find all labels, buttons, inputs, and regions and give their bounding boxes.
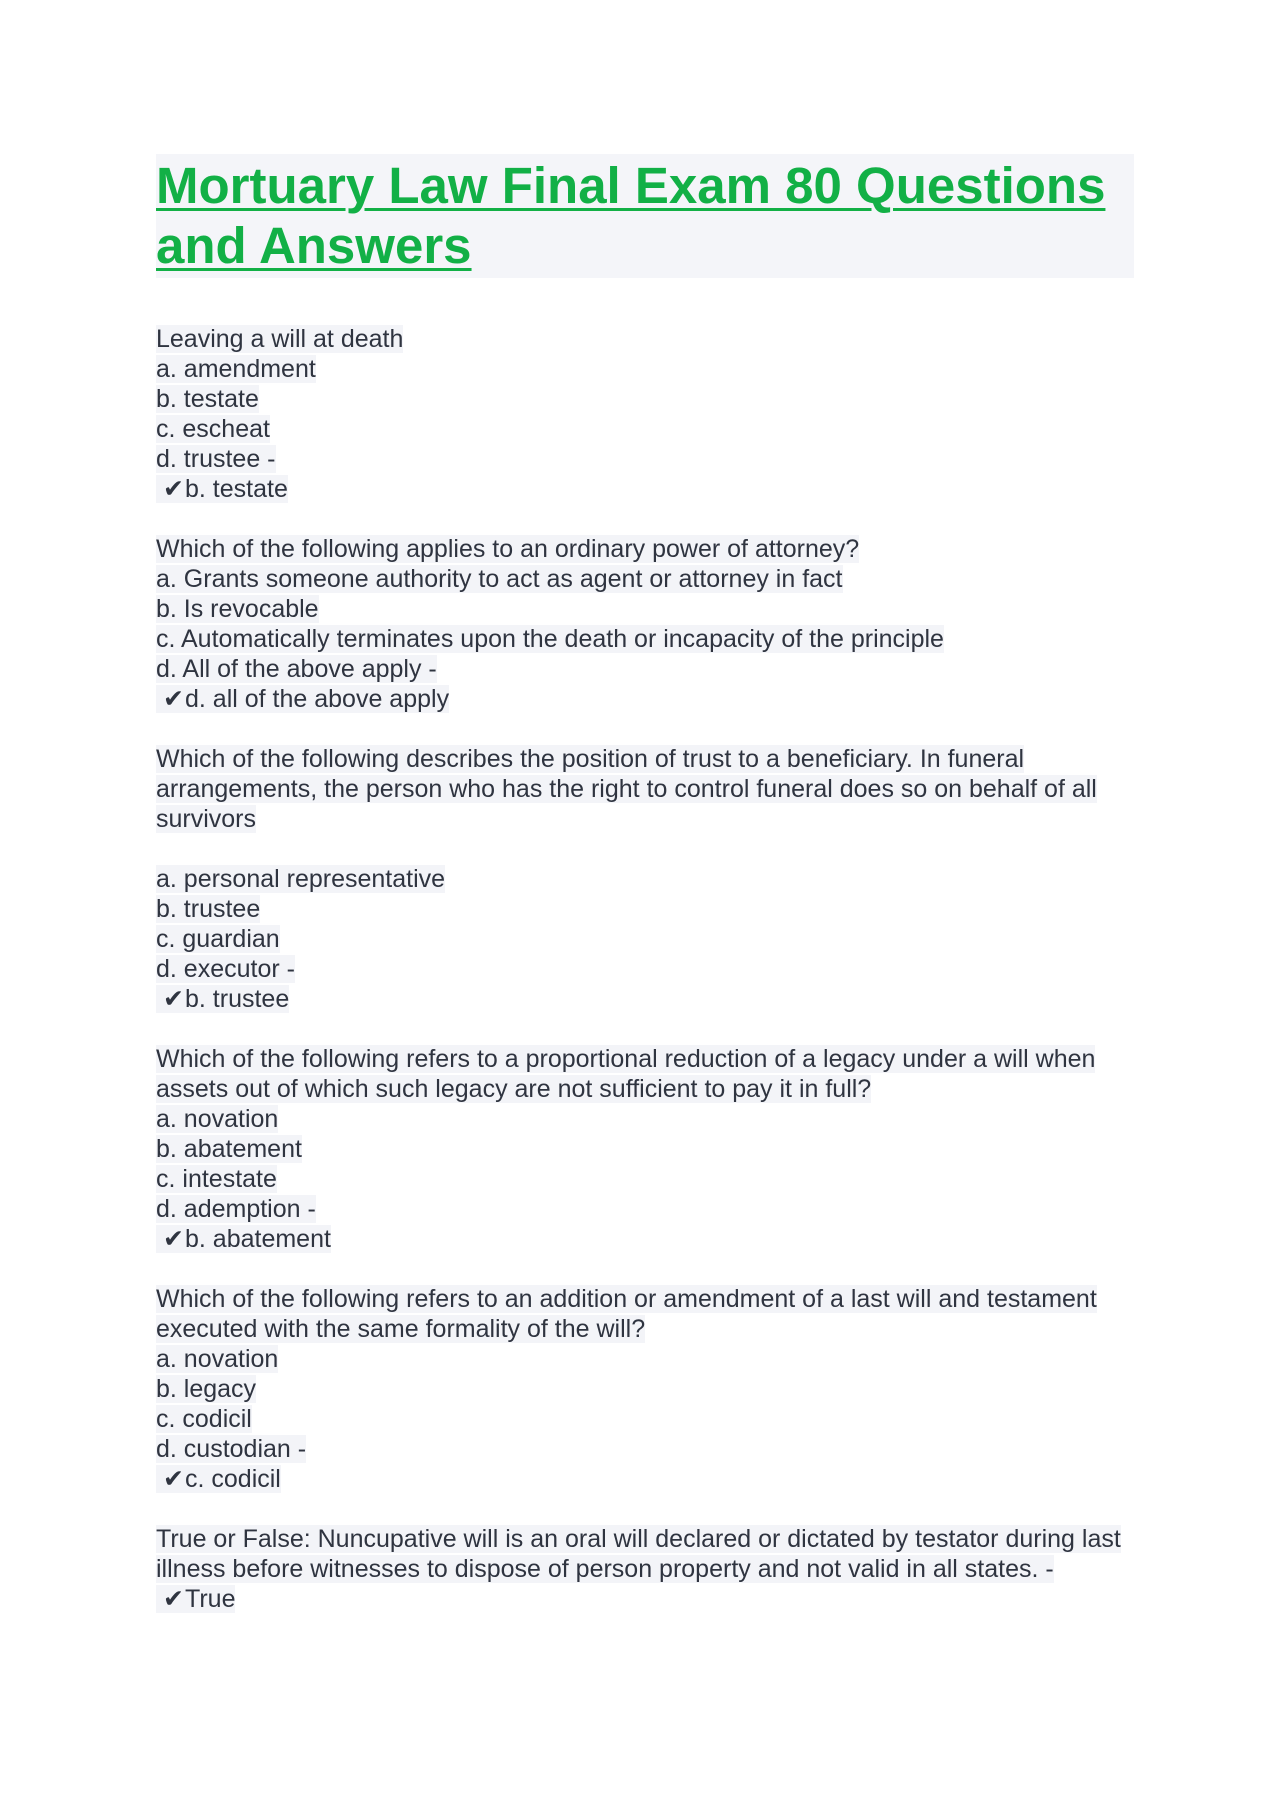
question-2 (156, 534, 1134, 714)
option-d: d. ademption - (156, 1195, 316, 1223)
answer-text: b. abatement (185, 1225, 331, 1253)
option-c: c. Automatically terminates upon the death or incapacity of the principle (156, 625, 944, 653)
option-d: d. All of the above apply - (156, 655, 437, 683)
option-a: a. amendment (156, 355, 316, 383)
question-prompt: Which of the following describes the position of trust to a beneficiary. In funeral arrangements, the person who has the right to control funeral does so on behalf of all survivors (156, 745, 1097, 833)
answer-line (156, 1584, 1134, 1614)
option-a: a. novation (156, 1345, 279, 1373)
option-d: d. executor - (156, 955, 295, 983)
question-list (156, 324, 1134, 1614)
option-b: b. trustee (156, 895, 261, 923)
answer-text: c. codicil (185, 1465, 281, 1493)
check-icon: ✔ (163, 1225, 184, 1253)
question-prompt: Which of the following refers to a proportional reduction of a legacy under a will when assets out of which such legacy are not sufficient to pay it in full? (156, 1045, 1096, 1103)
document-title: Mortuary Law Final Exam 80 Questions and Answers (156, 157, 1106, 274)
answer-text: d. all of the above apply (185, 685, 450, 713)
title-block (156, 154, 1134, 278)
option-a: a. personal representative (156, 865, 446, 893)
option-c: c. codicil (156, 1405, 252, 1433)
option-c: c. escheat (156, 415, 270, 443)
question-prompt: Which of the following applies to an ordinary power of attorney? (156, 535, 860, 563)
option-b: b. abatement (156, 1135, 302, 1163)
question-3 (156, 744, 1134, 1014)
question-6 (156, 1524, 1134, 1614)
option-d: d. custodian - (156, 1435, 307, 1463)
question-1 (156, 324, 1134, 504)
answer-line (156, 1464, 1134, 1494)
option-a: a. novation (156, 1105, 279, 1133)
option-c: c. intestate (156, 1165, 277, 1193)
option-b: b. legacy (156, 1375, 257, 1403)
blank-line (156, 834, 1134, 864)
check-icon: ✔ (163, 1465, 184, 1493)
check-icon: ✔ (163, 475, 184, 503)
option-b: b. Is revocable (156, 595, 319, 623)
question-prompt: Leaving a will at death (156, 325, 404, 353)
check-icon: ✔ (163, 1585, 184, 1613)
answer-line (156, 684, 1134, 714)
option-b: b. testate (156, 385, 259, 413)
answer-text: True (185, 1585, 236, 1613)
option-a: a. Grants someone authority to act as agent or attorney in fact (156, 565, 843, 593)
answer-text: b. trustee (185, 985, 290, 1013)
check-icon: ✔ (163, 685, 184, 713)
check-icon: ✔ (163, 985, 184, 1013)
question-5 (156, 1284, 1134, 1494)
document-page (156, 154, 1134, 1644)
question-prompt: True or False: Nuncupative will is an oral will declared or dictated by testator during last illness before witnesses to dispose of person property and not valid in all states. - (156, 1525, 1121, 1583)
answer-line (156, 984, 1134, 1014)
answer-text: b. testate (185, 475, 288, 503)
answer-line (156, 1224, 1134, 1254)
question-prompt: Which of the following refers to an addition or amendment of a last will and testament executed with the same formality of the will? (156, 1285, 1097, 1343)
option-d: d. trustee - (156, 445, 276, 473)
question-4 (156, 1044, 1134, 1254)
answer-line (156, 474, 1134, 504)
option-c: c. guardian (156, 925, 280, 953)
